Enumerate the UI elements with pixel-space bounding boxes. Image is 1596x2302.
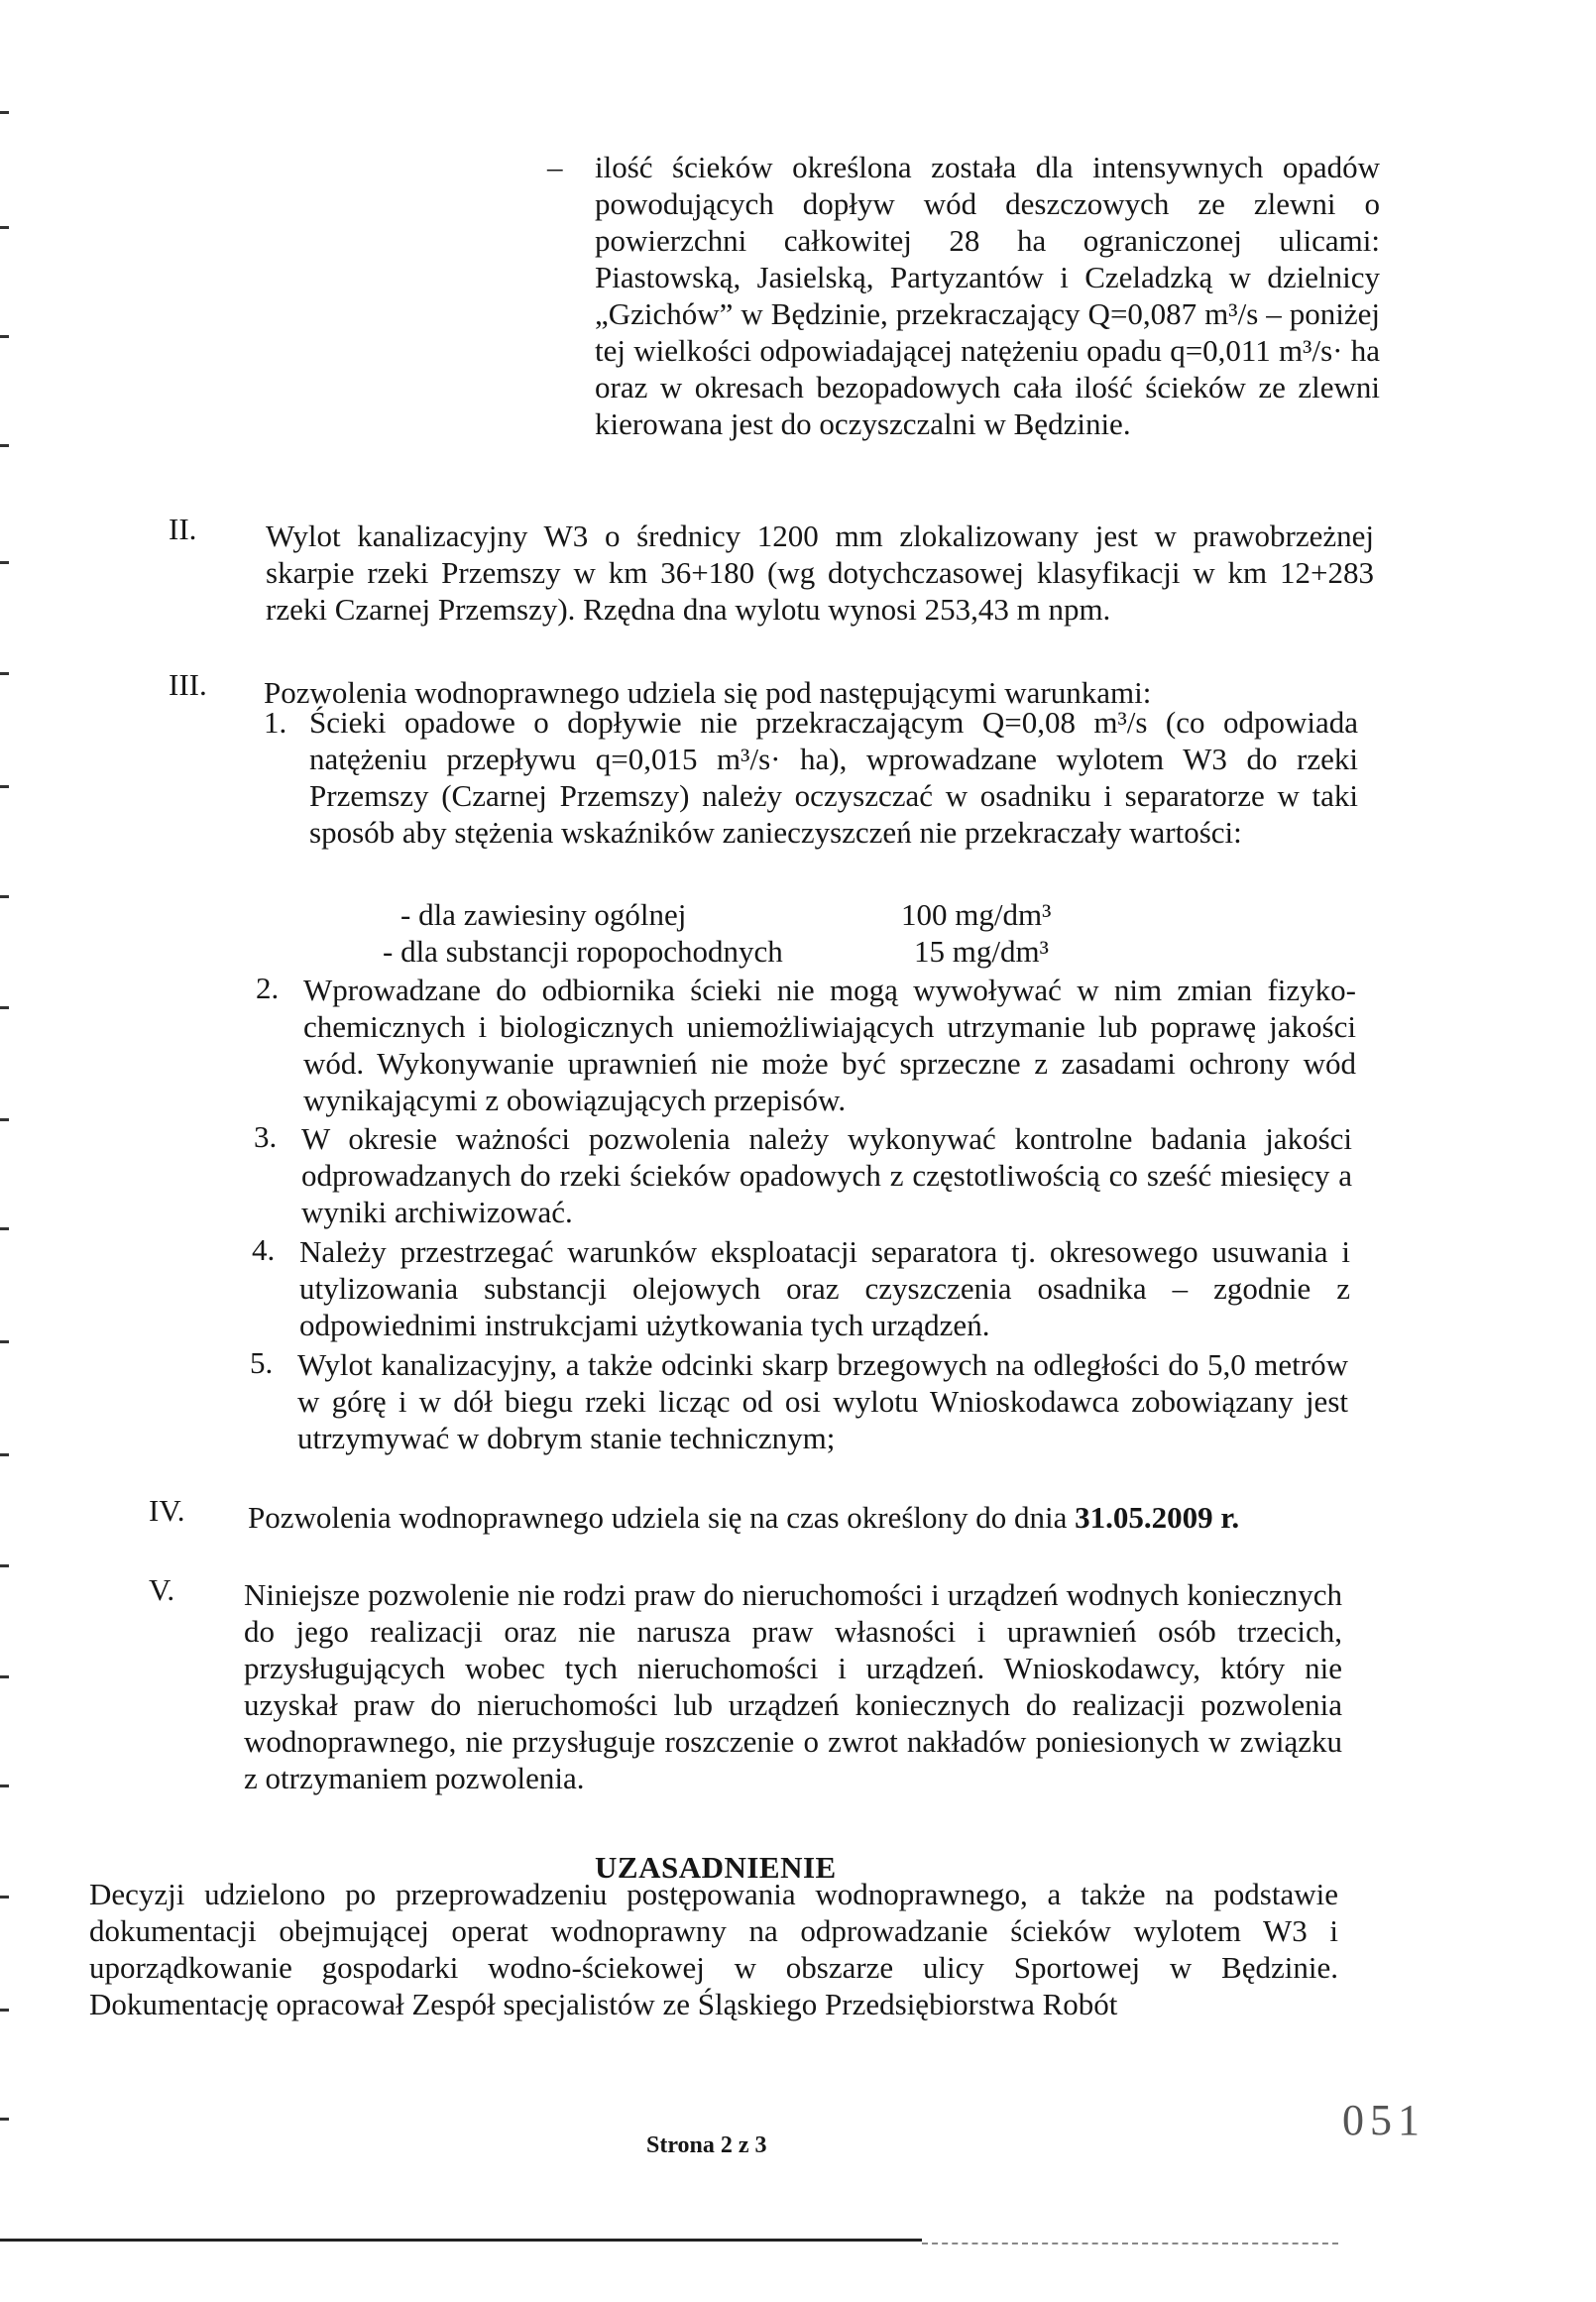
scan-edge-mark [0,2009,9,2012]
scan-edge-mark [0,444,9,447]
scan-bottom-line [0,2239,922,2242]
justification-text: Decyzji udzielono po przeprowadzeniu postępowania wodnoprawnego, a także na podstawie dokumentacji obejmującej operat wodnoprawny na odprowadzanie ścieków wylotem W3 i uporządkowanie gospodarki wodno-ściekowej w obszarze ulicy Sportowej w Będzinie. Dokumentację opracował Zespół specjalistów ze Śląskiego Przedsiębiorstwa Robót [89,1877,1338,2021]
scan-edge-mark [0,1896,9,1899]
limit-label: - dla zawiesiny ogólnej [400,897,687,932]
scan-edge-mark [0,1564,9,1567]
scan-edge-mark [0,561,9,564]
section-iv-text [248,1499,1358,1536]
scan-edge-mark [0,1784,9,1787]
scan-edge-mark [0,1118,9,1121]
condition-item: Ścieki opadowe o dopływie nie przekraczającym Q=0,08 m³/s (co odpowiada natężeniu przepływu q=0,015 m³/s· ha), wprowadzane wylotem W3 do rzeki Przemszy (Czarnej Przemszy) należy oczyszczać w osadniku i separatorze w taki sposób aby stężenia wskaźników zanieczyszczeń nie przekraczały wartości: [309,705,1358,850]
condition-item: Wprowadzane do odbiornika ścieki nie mogą wywoływać w nim zmian fizyko-chemicznych i biologicznych uniemożliwiających utrzymanie lub poprawę jakości wód. Wykonywanie uprawnień nie może być sprzeczne z zasadami ochrony wód wynikającymi z obowiązujących przepisów. [303,973,1356,1117]
condition-number: 3. [254,1119,278,1154]
condition-item: W okresie ważności pozwolenia należy wykonywać kontrolne badania jakości odprowadzanych do rzeki ścieków opadowych z częstotliwością co sześć miesięcy a wyniki archiwizować. [301,1121,1352,1229]
scan-edge-mark [0,111,9,114]
section-v-text: Niniejsze pozwolenie nie rodzi praw do nieruchomości i urządzeń wodnych koniecznych do jego realizacji oraz nie narusza praw własności i uprawnień osób trzecich, przysługujących wobec tych nieruchomości i urządzeń. Wnioskodawcy, który nie uzyskał praw do nieruchomości lub urządzeń koniecznych do realizacji pozwolenia wodnoprawnego, nie przysługuje roszczenie o zwrot nakładów poniesionych w związku z otrzymaniem pozwolenia. [244,1577,1342,1795]
scan-bottom-line [922,2243,1338,2244]
scan-edge-mark [0,1006,9,1009]
limit-row [400,896,1051,933]
limit-value: 15 mg/dm³ [914,934,1049,969]
condition-item: Wylot kanalizacyjny, a także odcinki skarp brzegowych na odległości do 5,0 metrów w górę i w dół biegu rzeki licząc od osi wylotu Wnioskodawca zobowiązany jest utrzymywać w dobrym stanie technicznym; [297,1347,1348,1455]
condition-number: 1. [264,705,287,740]
section-numeral-v: V. [149,1572,175,1607]
scan-edge-mark [0,895,9,898]
condition-number: 5. [250,1345,274,1380]
scan-edge-mark [0,1340,9,1343]
page-number: Strona 2 z 3 [646,2132,767,2158]
limit-row [383,933,1049,970]
scan-edge-mark [0,1453,9,1456]
scan-edge-mark [0,335,9,338]
scan-edge-mark [0,672,9,675]
condition-item: Należy przestrzegać warunków eksploatacji separatora tj. okresowego usuwania i utylizowania substancji olejowych oraz czyszczenia osadnika – zgodnie z odpowiednimi instrukcjami użytkowania tych urządzeń. [299,1234,1350,1342]
bullet-dash: – [547,150,563,184]
justification-heading: UZASADNIENIE [595,1850,837,1885]
condition-number: 4. [252,1232,276,1267]
scan-edge-mark [0,1227,9,1230]
section-numeral-iv: IV. [149,1493,185,1528]
section-iii-intro: Pozwolenia wodnoprawnego udziela się pod następującymi warunkami: [264,675,1152,710]
bullet-paragraph: ilość ścieków określona została dla intensywnych opadów powodujących dopływ wód deszczowych ze zlewni o powierzchni całkowitej 28 ha ograniczonej ulicami: Piastowską, Jasielską, Partyzantów i Czeladzką w dzielnicy „Gzichów” w Będzinie, przekraczający Q=0,087 m³/s – poniżej tej wielkości odpowiadającej natężeniu opadu q=0,011 m³/s· ha oraz w okresach bezopadowych cała ilość ścieków ze zlewni kierowana jest do oczyszczalni w Będzinie. [595,150,1380,441]
stamp-number: 051 [1342,2096,1425,2144]
scan-edge-mark [0,2118,9,2121]
validity-text: Pozwolenia wodnoprawnego udziela się na czas określony do dnia [248,1500,1068,1535]
limit-value: 100 mg/dm³ [901,897,1052,932]
scan-edge-mark [0,1675,9,1678]
condition-number: 2. [256,971,280,1005]
scan-edge-mark [0,226,9,229]
scan-edge-mark [0,785,9,788]
section-ii-text: Wylot kanalizacyjny W3 o średnicy 1200 mm zlokalizowany jest w prawobrzeżnej skarpie rzeki Przemszy w km 36+180 (wg dotychczasowej klasyfikacji w km 12+283 rzeki Czarnej Przemszy). Rzędna dna wylotu wynosi 253,43 m npm. [266,518,1374,627]
validity-date: 31.05.2009 r. [1075,1500,1240,1535]
limit-label: - dla substancji ropopochodnych [383,934,783,969]
section-numeral-ii: II. [169,512,197,546]
section-numeral-iii: III. [169,667,207,702]
